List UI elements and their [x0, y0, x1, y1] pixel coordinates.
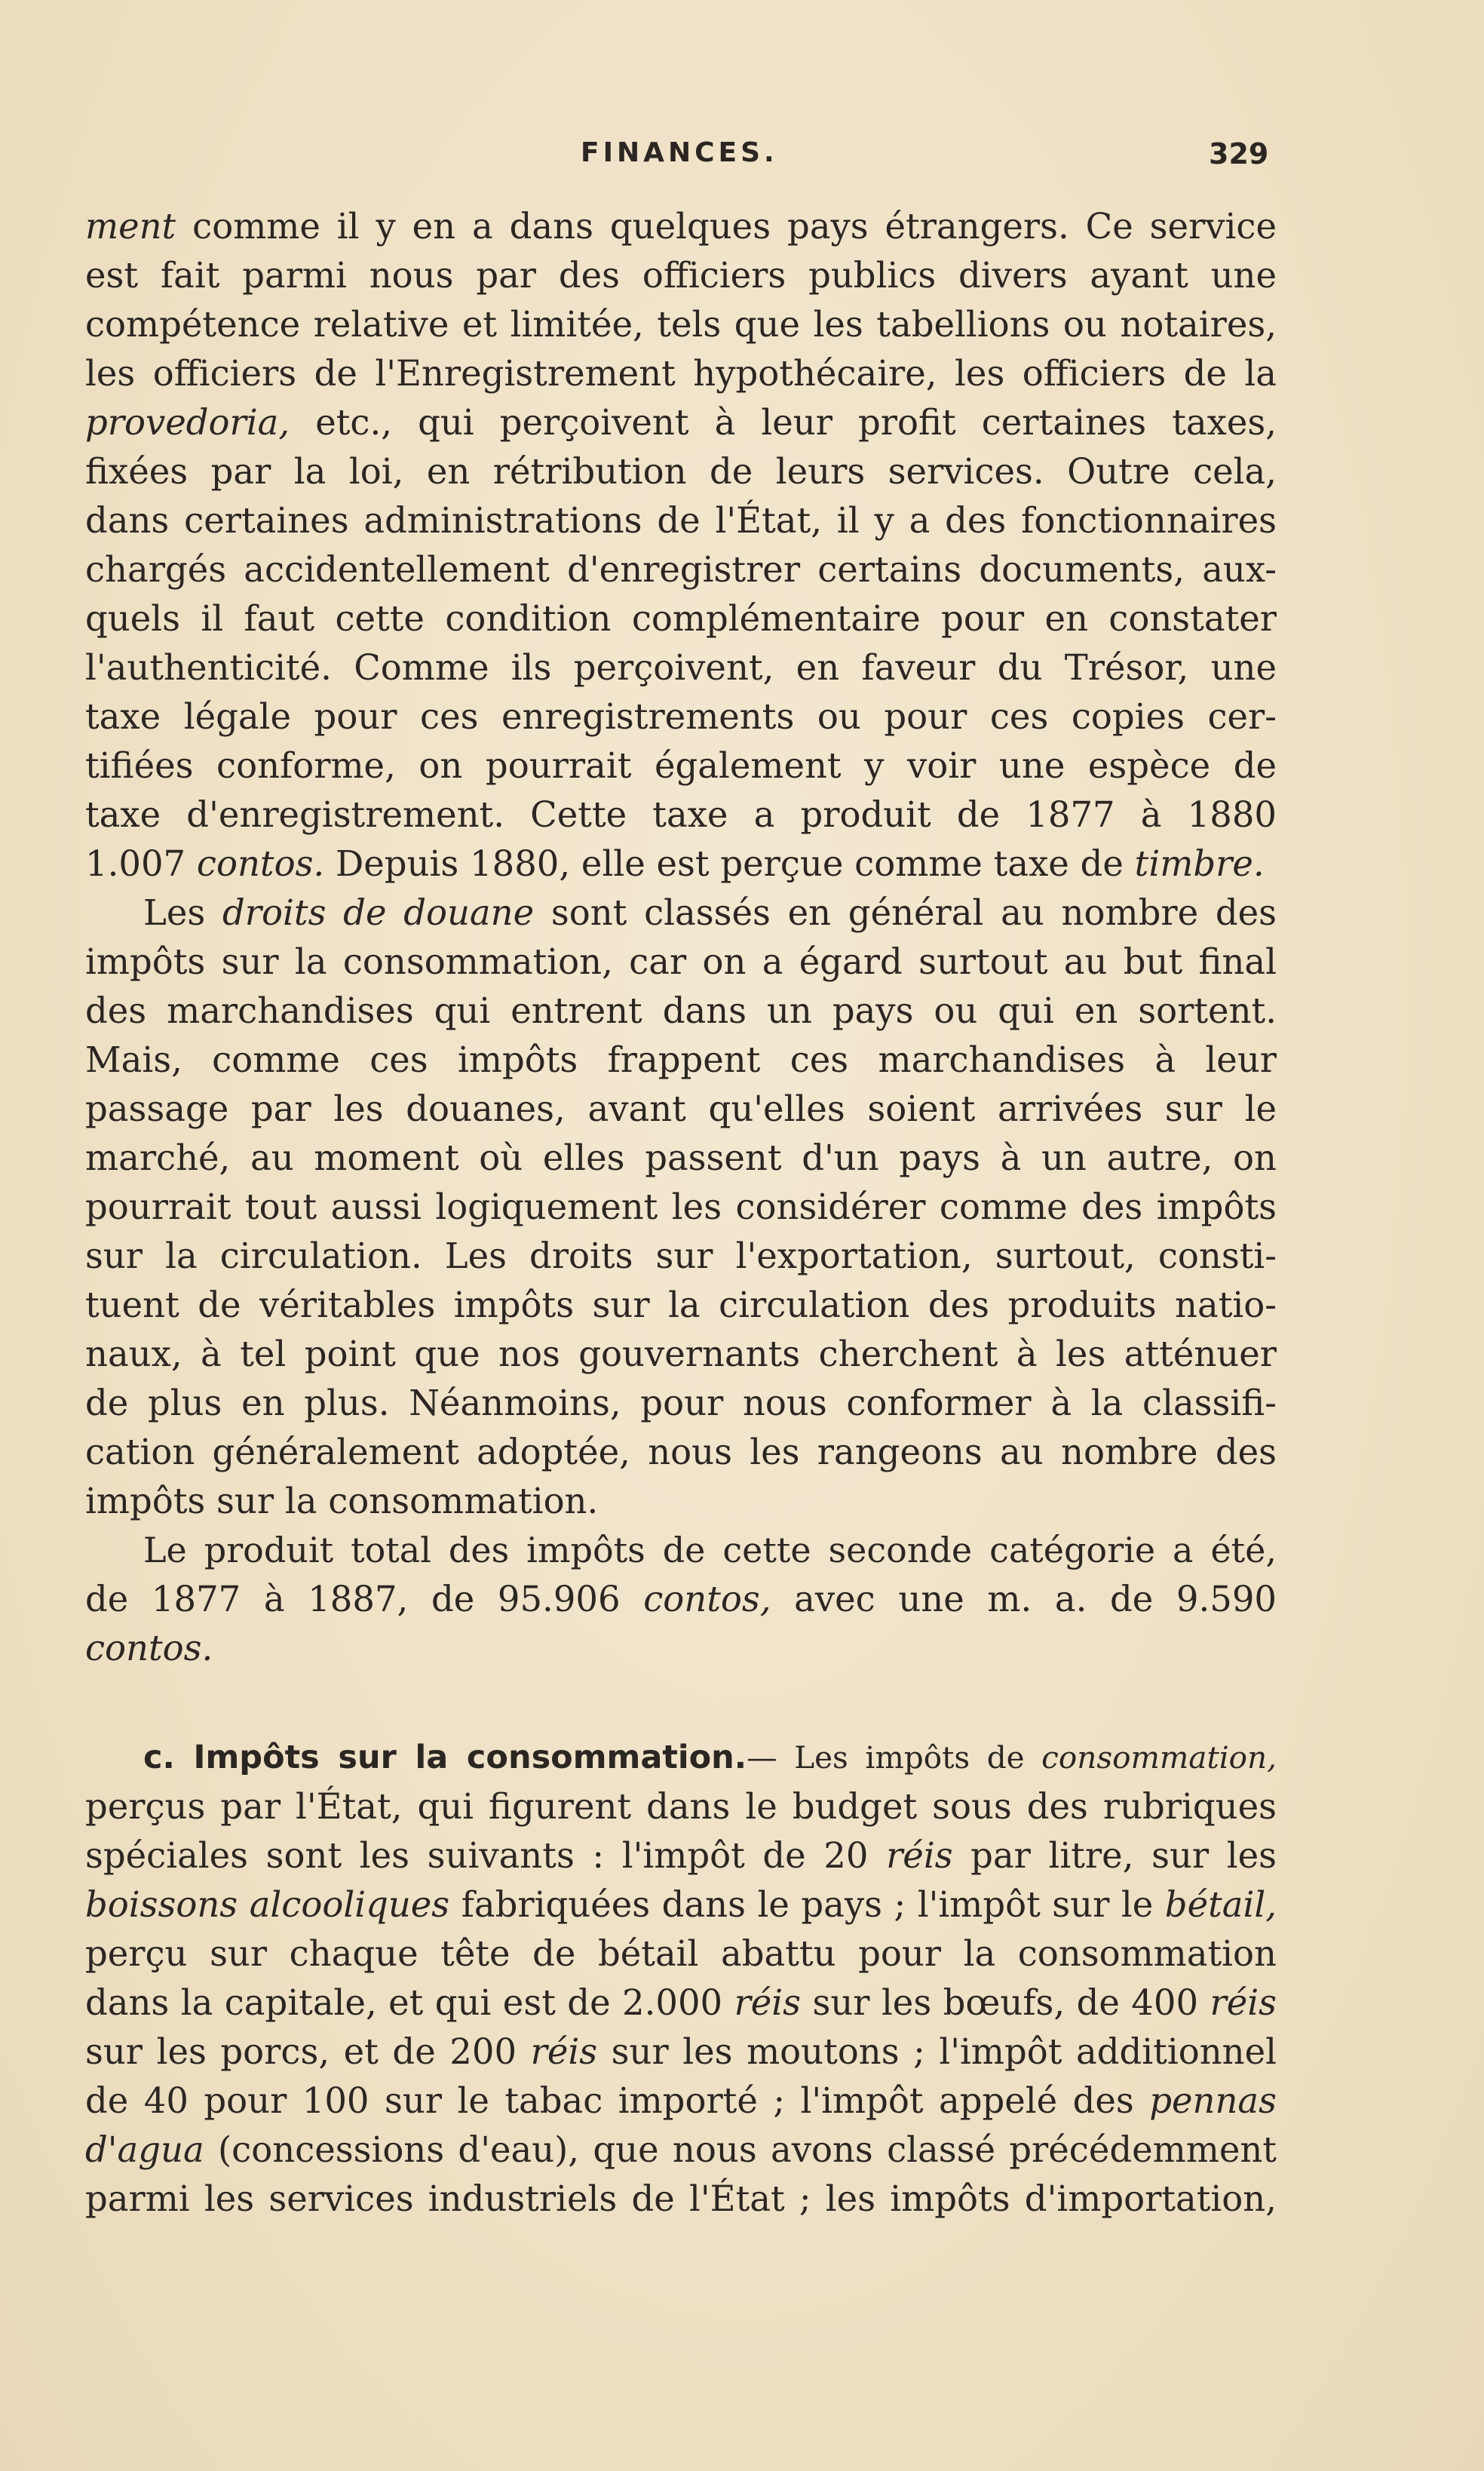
paragraph-registration-tax: [85, 202, 1277, 889]
text-line: Le produit total des impôts de cette seconde catégorie a été,: [143, 1530, 1277, 1570]
text-line: impôts sur la consommation, car on a égard surtout au but final: [85, 941, 1277, 982]
text-line: perçus par l'État, qui figurent dans le budget sous des rubriques: [85, 1786, 1277, 1827]
text-line: quels il faut cette condition complémentaire pour en constater: [85, 598, 1277, 639]
text-line: tuent de véritables impôts sur la circulation des produits natio-: [85, 1285, 1277, 1325]
text-line: naux, à tel point que nos gouvernants cherchent à les atténuer: [85, 1334, 1277, 1374]
text-line: taxe d'enregistrement. Cette taxe a produit de 1877 à 1880: [85, 794, 1277, 835]
text-line: compétence relative et limitée, tels que les tabellions ou notaires,: [85, 304, 1277, 345]
paragraph-total-product: [85, 1526, 1277, 1673]
text-line: de 40 pour 100 sur le tabac importé ; l'impôt appelé des pennas: [85, 2080, 1277, 2121]
text-line: les officiers de l'Enregistrement hypothécaire, les officiers de la: [85, 353, 1277, 394]
section-spacer: [85, 1673, 1277, 1733]
text-line: tifiées conforme, on pourrait également y voir une espèce de: [85, 745, 1277, 786]
text-line: c. Impôts sur la consommation.— Les impôts de consommation,: [143, 1739, 1277, 1776]
text-line: Mais, comme ces impôts frappent ces marchandises à leur: [85, 1039, 1277, 1080]
section-consumption-taxes: [85, 1733, 1277, 2224]
text-line: cation généralement adoptée, nous les rangeons au nombre des: [85, 1432, 1277, 1472]
text-line: contos.: [85, 1628, 213, 1668]
running-title: FINANCES.: [581, 137, 778, 168]
text-line: marché, au moment où elles passent d'un pays à un autre, on: [85, 1137, 1277, 1178]
text-line: des marchandises qui entrent dans un pays ou qui en sortent.: [85, 990, 1277, 1031]
text-line: Les droits de douane sont classés en général au nombre des: [143, 892, 1277, 933]
running-head: [0, 137, 1484, 183]
text-line: parmi les services industriels de l'État ; les impôts d'importation,: [85, 2178, 1277, 2219]
text-line: d'agua (concessions d'eau), que nous avons classé précédemment: [85, 2129, 1277, 2170]
text-block: [85, 202, 1277, 2224]
text-line: sur la circulation. Les droits sur l'exportation, surtout, consti-: [85, 1236, 1277, 1276]
text-line: pourrait tout aussi logiquement les considérer comme des impôts: [85, 1186, 1277, 1227]
text-line: spéciales sont les suivants : l'impôt de 20 réis par litre, sur les: [85, 1835, 1277, 1876]
text-line: provedoria, etc., qui perçoivent à leur profit certaines taxes,: [85, 402, 1277, 443]
text-line: sur les porcs, et de 200 réis sur les moutons ; l'impôt additionnel: [85, 2031, 1277, 2072]
text-line: de plus en plus. Néanmoins, pour nous conformer à la classifi-: [85, 1383, 1277, 1423]
text-line: est fait parmi nous par des officiers publics divers ayant une: [85, 255, 1277, 296]
text-line: boissons alcooliques fabriquées dans le pays ; l'impôt sur le bétail,: [85, 1884, 1277, 1925]
section-heading: c. Impôts sur la consommation.: [143, 1739, 747, 1776]
page-number: 329: [1209, 137, 1269, 170]
text-line: fixées par la loi, en rétribution de leurs services. Outre cela,: [85, 451, 1277, 492]
text-line: perçu sur chaque tête de bétail abattu pour la consommation: [85, 1933, 1277, 1974]
text-line: taxe légale pour ces enregistrements ou pour ces copies cer-: [85, 696, 1277, 737]
text-line: impôts sur la consommation.: [85, 1481, 599, 1521]
text-line: dans certaines administrations de l'État, il y a des fonctionnaires: [85, 500, 1277, 541]
text-line: dans la capitale, et qui est de 2.000 réis sur les bœufs, de 400 réis: [85, 1982, 1277, 2023]
text-line: l'authenticité. Comme ils perçoivent, en faveur du Trésor, une: [85, 647, 1277, 688]
text-line: 1.007 contos. Depuis 1880, elle est perçue comme taxe de timbre.: [85, 843, 1265, 884]
paragraph-customs-duties: [85, 889, 1277, 1526]
text-line: chargés accidentellement d'enregistrer certains documents, aux-: [85, 549, 1277, 590]
text-line: passage par les douanes, avant qu'elles soient arrivées sur le: [85, 1088, 1277, 1129]
text-line: ment comme il y en a dans quelques pays étrangers. Ce service: [85, 206, 1277, 247]
text-line: de 1877 à 1887, de 95.906 contos, avec une m. a. de 9.590: [85, 1579, 1277, 1619]
